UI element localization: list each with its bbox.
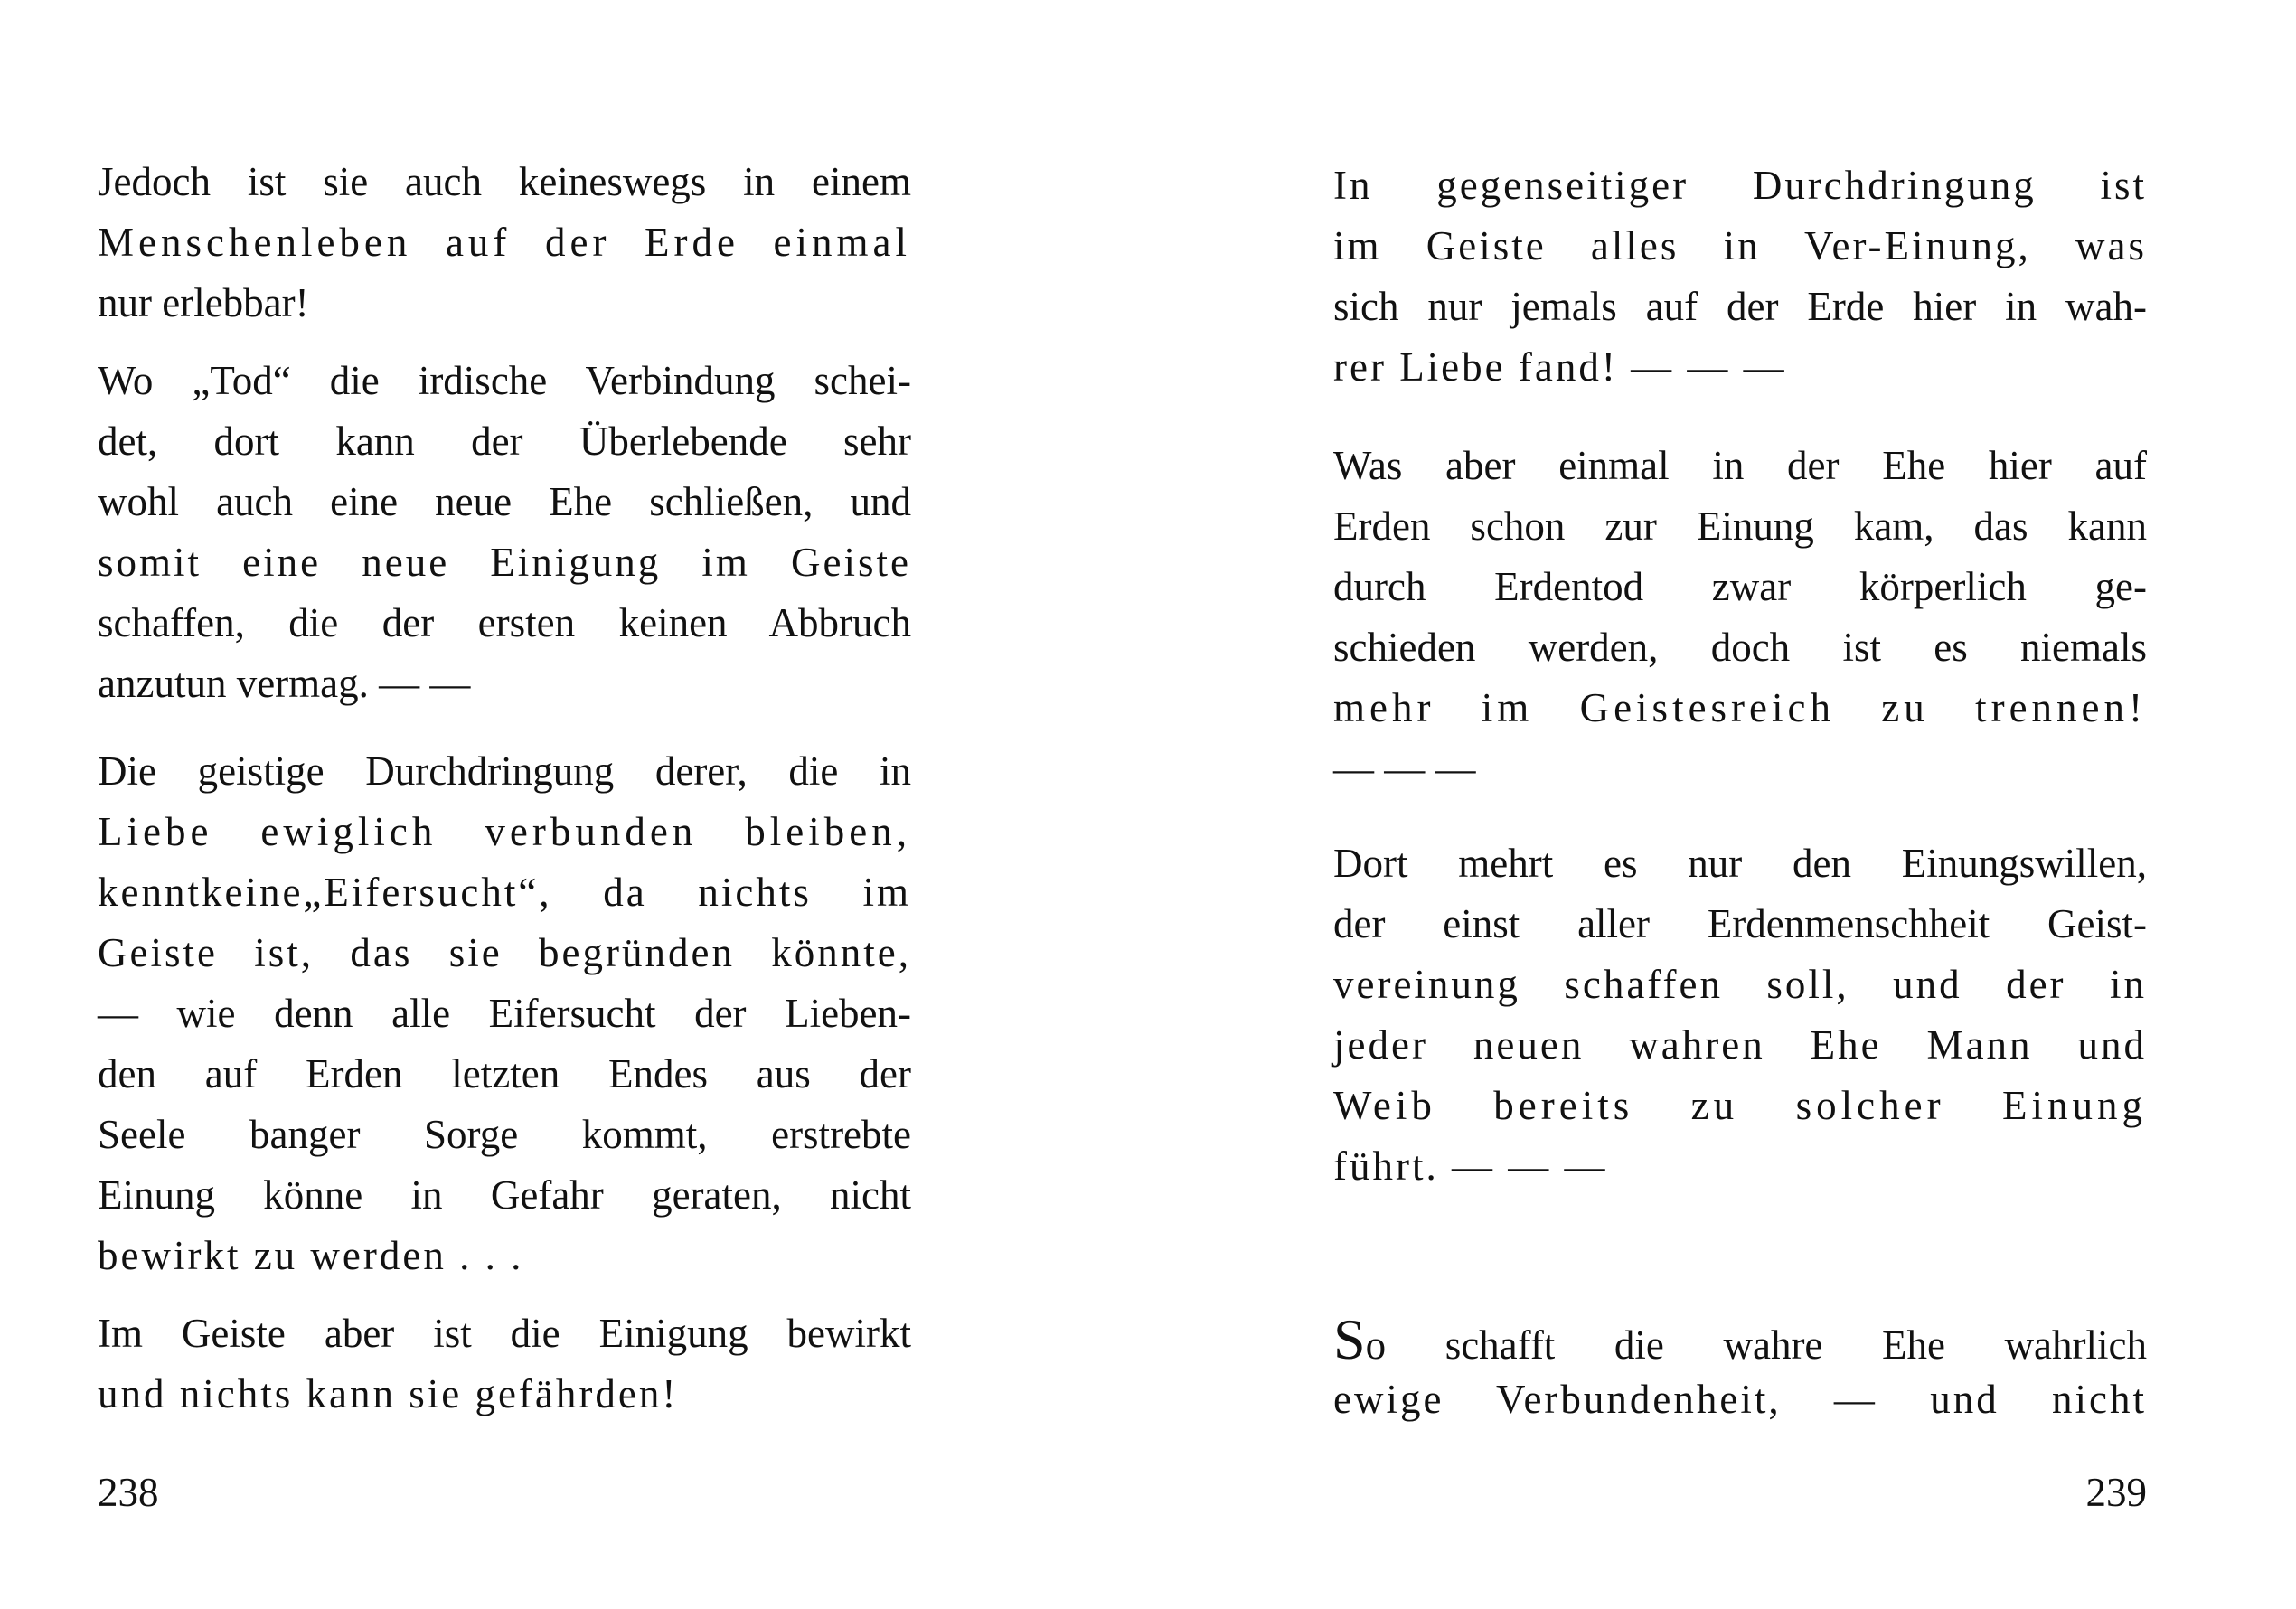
left-paragraph-3 [98,741,911,1286]
text-line: Menschenleben auf der Erde einmal [98,220,911,265]
page-number: 239 [2085,1470,2147,1515]
text-line: rer Liebe fand! — — — [1333,344,1787,390]
text-line: nur erlebbar! [98,280,309,325]
text-line: mehr im Geistesreich zu trennen! [1333,685,2147,730]
text-line: schieden werden, doch ist es niemals [1333,625,2147,670]
drop-cap: S [1333,1307,1366,1371]
text-line: Liebe ewiglich verbunden bleiben, [98,809,911,854]
text-line: anzutun vermag. — — [98,661,471,706]
text-line: Was aber einmal in der Ehe hier auf [1333,443,2147,488]
text-line: schaffen, die der ersten keinen Abbruch [98,600,911,645]
text-line: wohl auch eine neue Ehe schließen, und [98,479,911,524]
left-paragraph-1 [98,152,911,334]
text-line: ewige Verbundenheit, — und nicht [1333,1377,2147,1422]
text-line-content: o schafft die wahre Ehe wahrlich [1365,1322,2147,1368]
text-line: In gegenseitiger Durchdringung ist [1333,163,2147,208]
text-line: und nichts kann sie gefährden! [98,1371,679,1416]
text-line: durch Erdentod zwar körperlich ge- [1333,564,2147,609]
left-page [98,0,911,1609]
text-line: Erden schon zur Einung kam, das kann [1333,503,2147,549]
text-line: der einst aller Erdenmenschheit Geist- [1333,901,2147,946]
text-line: Einung könne in Gefahr geraten, nicht [98,1172,911,1218]
text-line: — — — [1333,746,1476,791]
text-line: Wo „Tod“ die irdische Verbindung schei- [98,358,911,403]
text-line: kenntkeine„Eifersucht“, da nichts im [98,870,911,915]
text-line: jeder neuen wahren Ehe Mann und [1333,1022,2147,1068]
text-line: Weib bereits zu solcher Einung [1333,1083,2147,1128]
text-line: Geiste ist, das sie begründen könnte, [98,930,911,975]
text-line: Seele banger Sorge kommt, erstrebte [98,1112,911,1157]
right-paragraph-3 [1333,833,2147,1197]
text-line: vereinung schaffen soll, und der in [1333,962,2147,1007]
text-line: im Geiste alles in Ver-Einung, was [1333,223,2147,268]
text-line: sich nur jemals auf der Erde hier in wah- [1333,284,2147,329]
text-line: Dort mehrt es nur den Einungswillen, [1333,841,2147,886]
right-paragraph-4 [1333,1309,2147,1430]
text-line: Jedoch ist sie auch keineswegs in einem [98,159,911,204]
text-line: Die geistige Durchdringung derer, die in [98,748,911,794]
left-paragraph-4 [98,1303,911,1425]
text-line: somit eine neue Einigung im Geiste [98,540,911,585]
text-line: führt. — — — [1333,1143,1608,1189]
right-page [1333,0,2147,1609]
text-line: — wie denn alle Eifersucht der Lieben- [98,991,911,1036]
page-number: 238 [98,1470,159,1515]
text-line: den auf Erden letzten Endes aus der [98,1051,911,1096]
left-paragraph-2 [98,351,911,714]
text-line [1333,1309,2147,1369]
text-line: det, dort kann der Überlebende sehr [98,419,911,464]
right-paragraph-1 [1333,155,2147,398]
text-line: bewirkt zu werden . . . [98,1233,524,1278]
text-line: Im Geiste aber ist die Einigung bewirkt [98,1311,911,1356]
right-paragraph-2 [1333,436,2147,799]
